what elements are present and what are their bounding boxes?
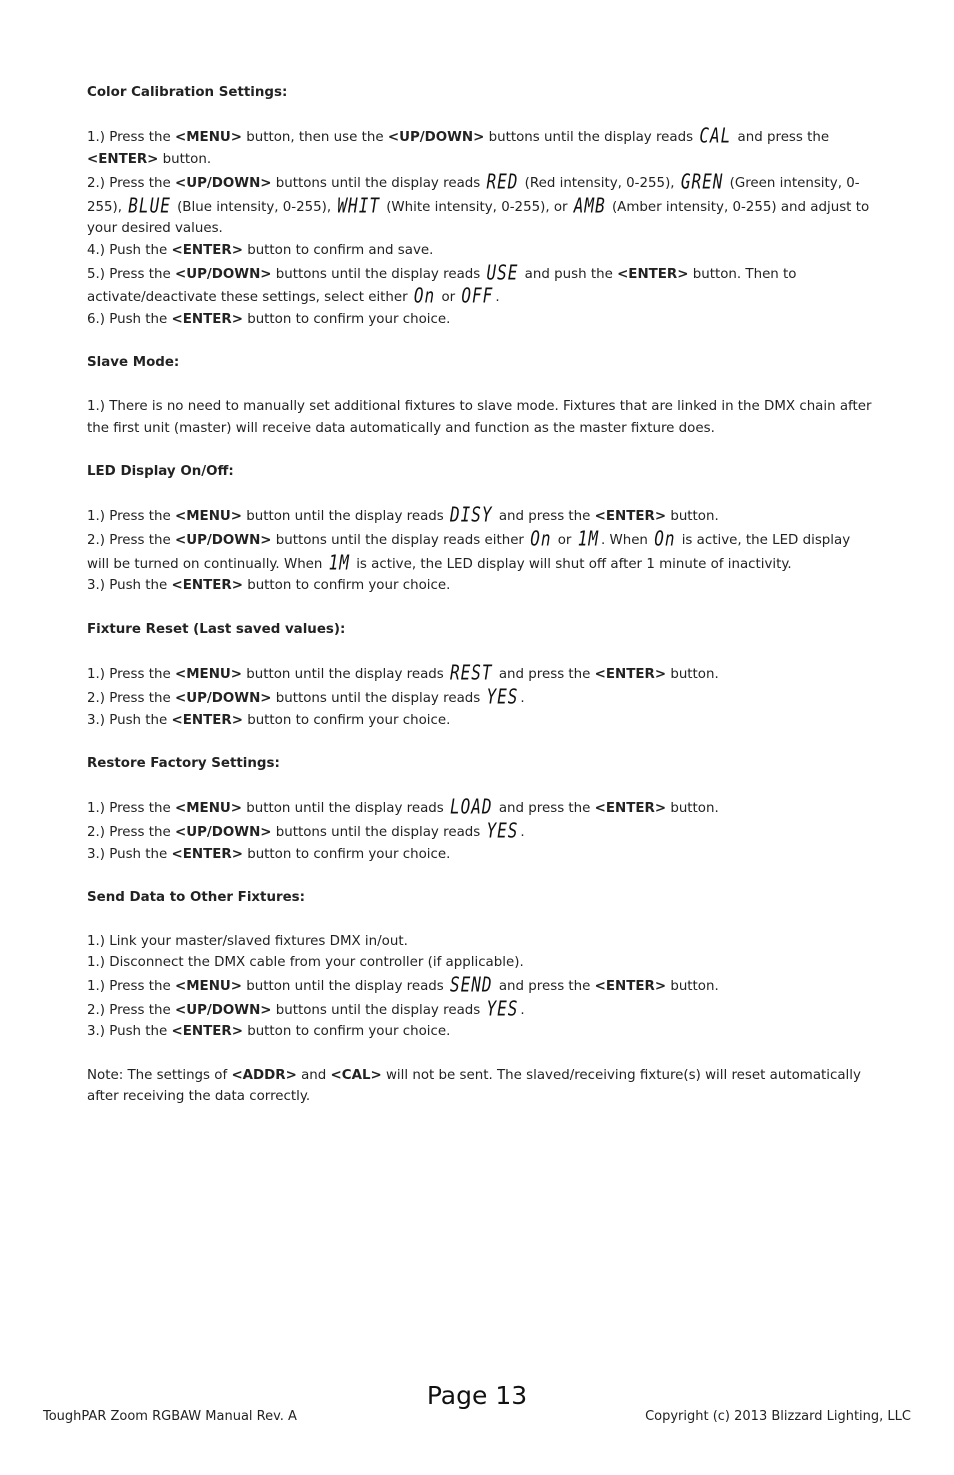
reset-step-3: 3.) Push the <ENTER> button to confirm your choice. — [87, 712, 451, 728]
enter-key: <ENTER> — [171, 1024, 243, 1040]
color-cal-step-4: 4.) Push the <ENTER> button to confirm and save. — [87, 242, 434, 258]
section-title-led-display: LED Display On/Off: — [87, 463, 234, 479]
enter-key: <ENTER> — [171, 846, 243, 862]
color-cal-step-2: 2.) Press the <UP/DOWN> buttons until the display reads RED (Red intensity, 0-255), GREN (Green intensity, 0-255), BLUE (Blue intensity, 0-255), WHIT (White intensity, 0-255), or AMB (Amber intensity, 0-255) and adjust to your desired values. — [87, 169, 870, 237]
display-readout-on: On — [654, 526, 676, 551]
section-title-color-calibration: Color Calibration Settings: — [87, 85, 288, 100]
up-down-key: <UP/DOWN> — [175, 175, 272, 191]
display-readout-red: RED — [486, 169, 519, 194]
enter-key: <ENTER> — [594, 801, 667, 817]
display-readout-yes: YES — [486, 996, 519, 1020]
up-down-key: <UP/DOWN> — [175, 690, 272, 706]
display-readout-rest: REST — [450, 660, 493, 685]
up-down-key: <UP/DOWN> — [387, 130, 485, 146]
send-step-up-down: 2.) Press the <UP/DOWN> buttons until the display reads YES . — [87, 998, 872, 1022]
section-title-restore-factory: Restore Factory Settings: — [87, 755, 280, 771]
display-readout-yes: YES — [486, 684, 519, 709]
display-readout-send: SEND — [450, 972, 493, 997]
enter-key: <ENTER> — [171, 242, 243, 258]
display-readout-on: On — [530, 526, 552, 551]
up-down-key: <UP/DOWN> — [175, 1002, 272, 1018]
menu-key: <MENU> — [175, 509, 242, 525]
slave-step-1: 1.) There is no need to manually set additional fixtures to slave mode. Fixtures that are linked in the DMX chain after the first unit (master) will receive data automatically and function as the master fixture does. — [87, 398, 872, 436]
display-readout-disy: DISY — [450, 502, 493, 527]
footer-manual-title: ToughPAR Zoom RGBAW Manual Rev. A — [43, 1409, 297, 1424]
enter-key: <ENTER> — [594, 978, 667, 994]
color-cal-step-1: 1.) Press the <MENU> button, then use the <UP/DOWN> buttons until the display reads CAL and press the <ENTER> button. — [87, 123, 830, 168]
send-step-confirm: 3.) Push the <ENTER> button to confirm your choice. — [87, 1024, 451, 1040]
section-title-send-data: Send Data to Other Fixtures: — [87, 890, 306, 906]
led-step-3: 3.) Push the <ENTER> button to confirm your choice. — [87, 578, 451, 594]
display-readout-yes: YES — [486, 818, 519, 843]
display-readout-gren: GREN — [680, 169, 724, 194]
menu-key: <MENU> — [175, 978, 242, 994]
enter-key: <ENTER> — [594, 667, 667, 683]
footer-copyright: Copyright (c) 2013 Blizzard Lighting, LLC — [645, 1409, 911, 1424]
enter-key: <ENTER> — [171, 312, 243, 328]
up-down-key: <UP/DOWN> — [175, 532, 272, 548]
menu-key: <MENU> — [175, 130, 242, 146]
enter-key: <ENTER> — [171, 578, 243, 594]
display-readout-cal: CAL — [699, 123, 732, 148]
display-readout-whit: WHIT — [337, 193, 380, 217]
menu-key: <MENU> — [175, 667, 242, 683]
enter-key: <ENTER> — [594, 509, 667, 525]
note-paragraph: Note: The settings of <ADDR> and <CAL> will not be sent. The slaved/receiving fixture(s) will reset automatically after receiving the data correctly. — [87, 1067, 861, 1105]
display-readout-1m: 1M — [328, 550, 350, 574]
display-readout-on: On — [413, 283, 436, 308]
page-number: Page 13 — [426, 1381, 528, 1410]
color-cal-step-6: 6.) Push the <ENTER> button to confirm your choice. — [87, 312, 451, 328]
reset-step-1: 1.) Press the <MENU> button until the display reads REST and press the <ENTER> button. — [87, 662, 872, 686]
led-step-2: 2.) Press the <UP/DOWN> buttons until the display reads either On or 1M . When On is active, the LED display will be turned on continually. When 1M is active, the LED display will shut off after 1 minute of inactivity. — [87, 528, 872, 575]
led-step-1: 1.) Press the <MENU> button until the display reads DISY and press the <ENTER> button. — [87, 504, 872, 528]
menu-key: <MENU> — [175, 801, 242, 817]
section-title-fixture-reset: Fixture Reset (Last saved values): — [87, 621, 346, 637]
document-body — [87, 82, 872, 1108]
reset-step-2: 2.) Press the <UP/DOWN> buttons until the display reads YES . — [87, 686, 872, 710]
display-readout-amb: AMB — [573, 193, 606, 217]
display-readout-off: OFF — [461, 283, 494, 308]
send-step-menu: 1.) Press the <MENU> button until the display reads SEND and press the <ENTER> button. — [87, 974, 872, 998]
enter-key: <ENTER> — [171, 712, 243, 728]
enter-key: <ENTER> — [87, 152, 159, 168]
display-readout-use: USE — [486, 260, 519, 284]
enter-key: <ENTER> — [617, 266, 689, 282]
send-step-disconnect: 1.) Disconnect the DMX cable from your controller (if applicable). — [87, 955, 524, 971]
up-down-key: <UP/DOWN> — [175, 266, 272, 282]
section-title-slave-mode: Slave Mode: — [87, 355, 180, 371]
addr-key: <ADDR> — [231, 1067, 297, 1083]
up-down-key: <UP/DOWN> — [175, 825, 272, 841]
color-cal-step-5: 5.) Press the <UP/DOWN> buttons until the display reads USE and push the <ENTER> button. Then to activate/deactivate these settings, select either On or OFF . — [87, 262, 872, 309]
display-readout-load: LOAD — [450, 794, 493, 819]
factory-step-2: 2.) Press the <UP/DOWN> buttons until the display reads YES . — [87, 820, 872, 844]
factory-step-3: 3.) Push the <ENTER> button to confirm your choice. — [87, 846, 451, 862]
display-readout-1m: 1M — [577, 526, 599, 551]
cal-key: <CAL> — [330, 1067, 382, 1083]
send-step-link: 1.) Link your master/slaved fixtures DMX in/out. — [87, 933, 408, 949]
factory-step-1: 1.) Press the <MENU> button until the display reads LOAD and press the <ENTER> button. — [87, 796, 872, 820]
display-readout-blue: BLUE — [128, 193, 171, 217]
